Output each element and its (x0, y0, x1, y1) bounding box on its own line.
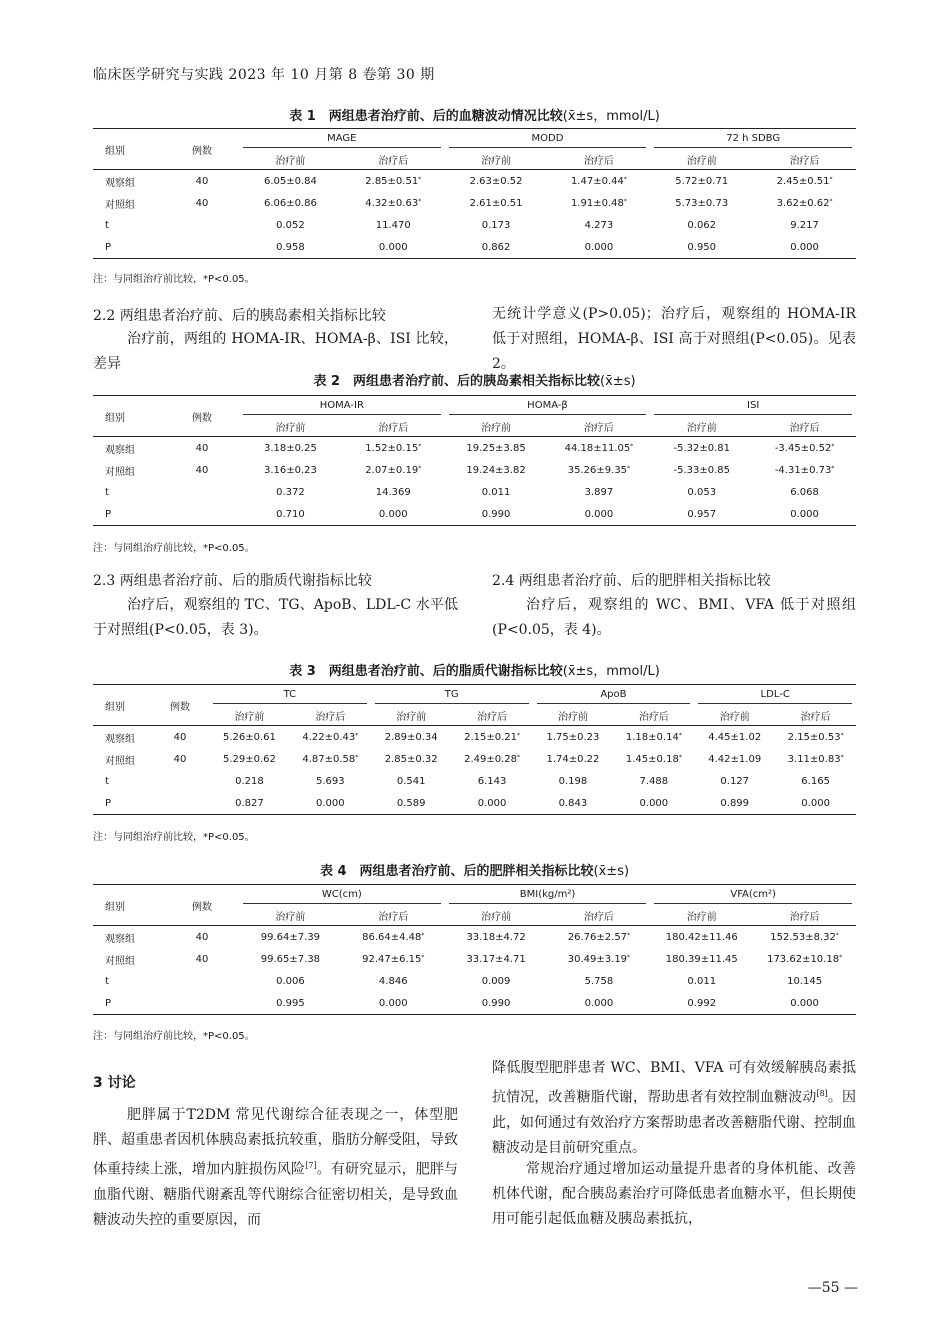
subheader-after: 治疗后 (613, 705, 694, 726)
table-cell: 4.42±1.09 (708, 753, 762, 765)
table-row (93, 437, 856, 460)
subheader-before: 治疗前 (239, 416, 342, 437)
subheader-before: 治疗前 (445, 416, 548, 437)
row-label: P (105, 997, 112, 1009)
row-label: 对照组 (105, 199, 135, 211)
table-cell: 3.18±0.25 (263, 442, 317, 454)
table-cell: 0.827 (235, 797, 264, 809)
reference-8: [8] (816, 1089, 828, 1098)
table-cell: 6.165 (801, 775, 830, 787)
table-cell: 0.218 (235, 775, 264, 787)
section-2-2-para-right: 无统计学意义(P>0.05)；治疗后，观察组的 HOMA-IR 低于对照组，HOMA-β、ISI 高于对照组(P<0.05)。见表 2。 (492, 306, 856, 372)
table-cell: 4.846 (378, 975, 408, 987)
page-number: —55 — (807, 1280, 858, 1296)
table-cell: 26.76±2.57* (567, 931, 631, 943)
table3 (93, 684, 856, 815)
table-cell: 0.000 (378, 241, 408, 253)
subheader-before: 治疗前 (371, 705, 452, 726)
col-header-group: 组别 (93, 396, 165, 437)
row-label: P (105, 241, 112, 253)
table-cell: 2.15±0.53* (787, 731, 844, 743)
subheader-after: 治疗后 (342, 905, 445, 926)
table-cell: 2.45±0.51* (776, 175, 833, 187)
table-cell: 3.11±0.83* (787, 753, 844, 765)
row-label: 对照组 (105, 755, 135, 767)
table-row (93, 748, 856, 770)
row-label: 对照组 (105, 466, 135, 478)
table-cell: 6.143 (477, 775, 507, 787)
table-cell: 0.958 (276, 241, 305, 253)
row-label: 观察组 (105, 733, 135, 745)
table-cell: 99.64±7.39 (260, 931, 321, 943)
table-cell: 1.52±0.15* (365, 442, 422, 454)
subheader-after: 治疗后 (290, 705, 371, 726)
table-cell: 0.000 (584, 997, 614, 1009)
table-cell: 4.22±0.43* (302, 731, 359, 743)
table-cell: 9.217 (790, 219, 819, 231)
table-cell: 2.15±0.21* (464, 731, 521, 743)
row-n (165, 236, 239, 259)
table-row (93, 948, 856, 970)
table3-note: 注：与同组治疗前比较，*P<0.05。 (93, 832, 255, 843)
table4-caption-unit: (x̄±s) (593, 864, 630, 879)
table-cell: 4.87±0.58* (302, 753, 359, 765)
row-n (165, 970, 239, 992)
table-cell: 0.000 (790, 508, 819, 520)
table-row (93, 170, 856, 193)
group-header: LDL-C (694, 685, 856, 706)
group-header: 72 h SDBG (650, 129, 856, 150)
table-row (93, 192, 856, 214)
table-cell: 0.000 (790, 997, 819, 1009)
subheader-before: 治疗前 (533, 705, 614, 726)
row-n: 40 (195, 442, 209, 454)
table-row (93, 926, 856, 949)
table1 (93, 128, 856, 259)
table-cell: 0.006 (276, 975, 305, 987)
row-n (165, 481, 239, 503)
table-cell: 3.897 (584, 486, 614, 498)
table-cell: 86.64±4.48* (362, 931, 425, 943)
subheader-after: 治疗后 (753, 416, 856, 437)
row-label: 观察组 (105, 444, 135, 456)
table-cell: 2.63±0.52 (469, 175, 523, 187)
table-row (93, 992, 856, 1015)
table-row (93, 770, 856, 792)
row-label: P (105, 508, 112, 520)
table-cell: 0.011 (481, 486, 511, 498)
table-cell: 180.39±11.45 (665, 953, 738, 965)
table-cell: 0.000 (378, 508, 408, 520)
section-3-heading: 3 讨论 (93, 1075, 136, 1091)
table-row (93, 726, 856, 749)
group-header: TC (209, 685, 371, 706)
table-cell: 0.052 (276, 219, 305, 231)
section-3-para-left-a: 肥胖属于T2DM 常见代谢综合征表现之一，体型肥胖、超重患者因机体胰岛素抵抗较重，脂肪分解受阻，导致体重持续上涨，增加内脏损伤风险 (93, 1107, 458, 1178)
group-header: WC(cm) (239, 885, 445, 906)
table-cell: 0.173 (481, 219, 511, 231)
table-cell: 19.25±3.85 (466, 442, 526, 454)
table-cell: 5.693 (316, 775, 345, 787)
group-header: TG (371, 685, 533, 706)
table-cell: 4.273 (584, 219, 614, 231)
subheader-before: 治疗前 (445, 905, 548, 926)
table3-caption-unit: (x̄±s，mmol/L) (562, 664, 660, 679)
subheader-after: 治疗后 (548, 905, 651, 926)
group-header: MAGE (239, 129, 445, 150)
table-cell: 0.000 (801, 797, 830, 809)
table2-caption-unit: (x̄±s) (600, 374, 636, 389)
group-header: HOMA-β (445, 396, 651, 417)
table-cell: 0.011 (687, 975, 717, 987)
table3-caption-text: 表 3 两组患者治疗前、后的脂质代谢指标比较 (289, 664, 563, 679)
table-cell: 44.18±11.05* (564, 442, 634, 454)
table-cell: -4.31±0.73* (774, 464, 835, 476)
table-cell: 0.995 (276, 997, 305, 1009)
col-header-n: 例数 (151, 685, 209, 726)
table-cell: 0.957 (687, 508, 717, 520)
table-cell: 180.42±11.46 (665, 931, 738, 943)
subheader-before: 治疗前 (694, 705, 775, 726)
table1-caption (93, 105, 856, 124)
table4-caption (93, 860, 856, 879)
subheader-after: 治疗后 (753, 149, 856, 170)
table-cell: 1.75±0.23 (546, 731, 600, 743)
subheader-after: 治疗后 (342, 149, 445, 170)
table-cell: 0.127 (720, 775, 750, 787)
row-n (165, 214, 239, 236)
row-n: 40 (195, 953, 209, 965)
subheader-before: 治疗前 (239, 149, 342, 170)
table-cell: 1.47±0.44* (570, 175, 627, 187)
row-label: t (105, 219, 109, 231)
table-cell: 1.45±0.18* (625, 753, 682, 765)
group-header: BMI(kg/m²) (445, 885, 651, 906)
row-label: t (105, 775, 109, 787)
group-header: VFA(cm²) (650, 885, 856, 906)
group-header: HOMA-IR (239, 396, 445, 417)
row-label: P (105, 797, 112, 809)
table-cell: 0.000 (378, 997, 408, 1009)
table-cell: 0.000 (316, 797, 345, 809)
table-row (93, 236, 856, 259)
table-cell: 0.000 (790, 241, 819, 253)
section-3-para-right-1a: 降低腹型肥胖患者 WC、BMI、VFA 可有效缓解胰岛素抵抗情况，改善糖脂代谢，帮助患者有效控制血糖波动 (492, 1060, 856, 1106)
table-cell: 0.950 (687, 241, 717, 253)
section-2-2-para-left: 治疗前，两组的 HOMA-IR、HOMA-β、ISI 比较，差异 (93, 331, 458, 372)
table-cell: 5.26±0.61 (222, 731, 276, 743)
table-row (93, 481, 856, 503)
section-2-3-heading: 2.3 两组患者治疗前、后的脂质代谢指标比较 (93, 573, 372, 589)
group-header: ISI (650, 396, 856, 417)
table-cell: 3.62±0.62* (776, 197, 833, 209)
section-3-para-right-1b: 。因此，如何通过有效治疗方案帮助患者改善糖脂代谢、控制血糖波动是目前研究重点。 (492, 1089, 857, 1156)
table4 (93, 884, 856, 1015)
subheader-before: 治疗前 (209, 705, 290, 726)
table2-caption (93, 370, 856, 389)
row-n: 40 (195, 464, 209, 476)
subheader-after: 治疗后 (547, 416, 650, 437)
table-cell: 152.53±8.32* (770, 931, 839, 943)
section-3-para-right-2: 常规治疗通过增加运动量提升患者的身体机能、改善机体代谢，配合胰岛素治疗可降低患者血糖水平，但长期使用可能引起低血糖及胰岛素抵抗， (492, 1161, 856, 1227)
col-header-group: 组别 (93, 685, 151, 726)
table-cell: 2.49±0.28* (464, 753, 521, 765)
row-label: 观察组 (105, 933, 135, 945)
table2-caption-text: 表 2 两组患者治疗前、后的胰岛素相关指标比较 (313, 374, 601, 389)
table-row (93, 214, 856, 236)
table-cell: 0.862 (481, 241, 511, 253)
table-cell: 0.541 (396, 775, 426, 787)
row-label: 观察组 (105, 177, 135, 189)
table-cell: 4.45±1.02 (708, 731, 762, 743)
row-n: 40 (173, 731, 187, 743)
subheader-before: 治疗前 (445, 149, 548, 170)
group-header: ApoB (533, 685, 695, 706)
subheader-after: 治疗后 (452, 705, 533, 726)
table-cell: 5.73±0.73 (675, 197, 729, 209)
col-header-n: 例数 (165, 396, 239, 437)
table-cell: 2.61±0.51 (469, 197, 523, 209)
section-2-4-para: 治疗后，观察组的 WC、BMI、VFA 低于对照组(P<0.05，表 4)。 (492, 597, 856, 638)
table-cell: 0.000 (584, 508, 614, 520)
section-2-4-heading: 2.4 两组患者治疗前、后的肥胖相关指标比较 (492, 573, 771, 589)
table-cell: 1.91±0.48* (570, 197, 627, 209)
reference-7: [7] (305, 1161, 317, 1170)
table-cell: 0.062 (687, 219, 717, 231)
table4-note: 注：与同组治疗前比较，*P<0.05。 (93, 1031, 255, 1042)
row-n: 40 (195, 197, 209, 209)
row-label: t (105, 975, 109, 987)
table1-note: 注：与同组治疗前比较，*P<0.05。 (93, 274, 255, 285)
table-cell: 30.49±3.19* (567, 953, 631, 965)
row-label: 对照组 (105, 955, 135, 967)
table-cell: 19.24±3.82 (466, 464, 526, 476)
table-cell: 0.009 (481, 975, 511, 987)
row-n (165, 503, 239, 526)
table-cell: -5.33±0.85 (673, 464, 730, 476)
table-row (93, 792, 856, 815)
subheader-before: 治疗前 (239, 905, 342, 926)
table-cell: 1.18±0.14* (625, 731, 682, 743)
table-cell: 6.06±0.86 (263, 197, 317, 209)
table-cell: 0.000 (639, 797, 669, 809)
subheader-after: 治疗后 (547, 149, 650, 170)
col-header-group: 组别 (93, 885, 165, 926)
subheader-after: 治疗后 (342, 416, 445, 437)
section-3-para-right-1 (492, 1056, 856, 1161)
table-cell: 5.758 (584, 975, 614, 987)
subheader-after: 治疗后 (753, 905, 856, 926)
table-cell: 2.85±0.51* (365, 175, 422, 187)
table-cell: 1.74±0.22 (546, 753, 600, 765)
table-cell: 0.589 (396, 797, 426, 809)
table-cell: 11.470 (375, 219, 411, 231)
table-row (93, 970, 856, 992)
section-2-2-heading: 2.2 两组患者治疗前、后的胰岛素相关指标比较 (93, 308, 386, 324)
table-cell: 4.32±0.63* (365, 197, 422, 209)
table1-caption-text: 表 1 两组患者治疗前、后的血糖波动情况比较 (289, 109, 563, 124)
table-cell: 92.47±6.15* (362, 953, 425, 965)
table-cell: -3.45±0.52* (774, 442, 835, 454)
table-cell: 6.068 (790, 486, 819, 498)
table-cell: 173.62±10.18* (767, 953, 843, 965)
table-cell: 6.05±0.84 (263, 175, 317, 187)
col-header-n: 例数 (165, 885, 239, 926)
table-cell: 0.843 (558, 797, 588, 809)
col-header-n: 例数 (165, 129, 239, 170)
table-cell: 5.72±0.71 (675, 175, 729, 187)
section-2-3-para: 治疗后，观察组的 TC、TG、ApoB、LDL-C 水平低于对照组(P<0.05，表 3)。 (93, 597, 458, 638)
row-n (151, 770, 209, 792)
table-cell: 5.29±0.62 (222, 753, 276, 765)
table4-caption-text: 表 4 两组患者治疗前、后的肥胖相关指标比较 (319, 864, 594, 879)
table-cell: 7.488 (639, 775, 669, 787)
table-cell: 0.372 (276, 486, 305, 498)
row-n: 40 (173, 753, 187, 765)
table3-caption (93, 660, 856, 679)
subheader-before: 治疗前 (650, 416, 753, 437)
row-n: 40 (195, 175, 209, 187)
row-n: 40 (195, 931, 209, 943)
table-cell: 33.18±4.72 (466, 931, 526, 943)
section-3-para-left (93, 1103, 458, 1233)
table-cell: -5.32±0.81 (673, 442, 730, 454)
subheader-after: 治疗后 (775, 705, 856, 726)
table-cell: 0.710 (276, 508, 305, 520)
table1-caption-unit: (x̄±s，mmol/L) (562, 109, 660, 124)
col-header-group: 组别 (93, 129, 165, 170)
row-n (151, 792, 209, 815)
table-cell: 35.26±9.35* (567, 464, 631, 476)
table-cell: 0.000 (584, 241, 614, 253)
table-cell: 0.053 (687, 486, 717, 498)
table2-note: 注：与同组治疗前比较，*P<0.05。 (93, 543, 255, 554)
table-cell: 3.16±0.23 (263, 464, 317, 476)
table-cell: 10.145 (787, 975, 823, 987)
table-cell: 99.65±7.38 (260, 953, 321, 965)
table-cell: 2.89±0.34 (384, 731, 438, 743)
group-header: MODD (445, 129, 651, 150)
table-cell: 2.07±0.19* (365, 464, 422, 476)
table-cell: 14.369 (375, 486, 411, 498)
table-cell: 0.990 (481, 508, 511, 520)
table-row (93, 503, 856, 526)
table-cell: 0.992 (687, 997, 717, 1009)
row-label: t (105, 486, 109, 498)
table-cell: 0.000 (477, 797, 507, 809)
table-cell: 0.198 (558, 775, 588, 787)
table2 (93, 395, 856, 526)
subheader-before: 治疗前 (650, 905, 753, 926)
table-cell: 33.17±4.71 (466, 953, 526, 965)
row-n (165, 992, 239, 1015)
journal-header: 临床医学研究与实践 2023 年 10 月第 8 卷第 30 期 (93, 67, 435, 83)
section-3-para-left-b: 。有研究显示，肥胖与血脂代谢、糖脂代谢紊乱等代谢综合征密切相关，是导致血糖波动失控的重要原因，而 (93, 1161, 459, 1228)
table-row (93, 459, 856, 481)
subheader-before: 治疗前 (650, 149, 753, 170)
table-cell: 0.899 (720, 797, 750, 809)
table-cell: 0.990 (481, 997, 511, 1009)
table-cell: 2.85±0.32 (384, 753, 438, 765)
